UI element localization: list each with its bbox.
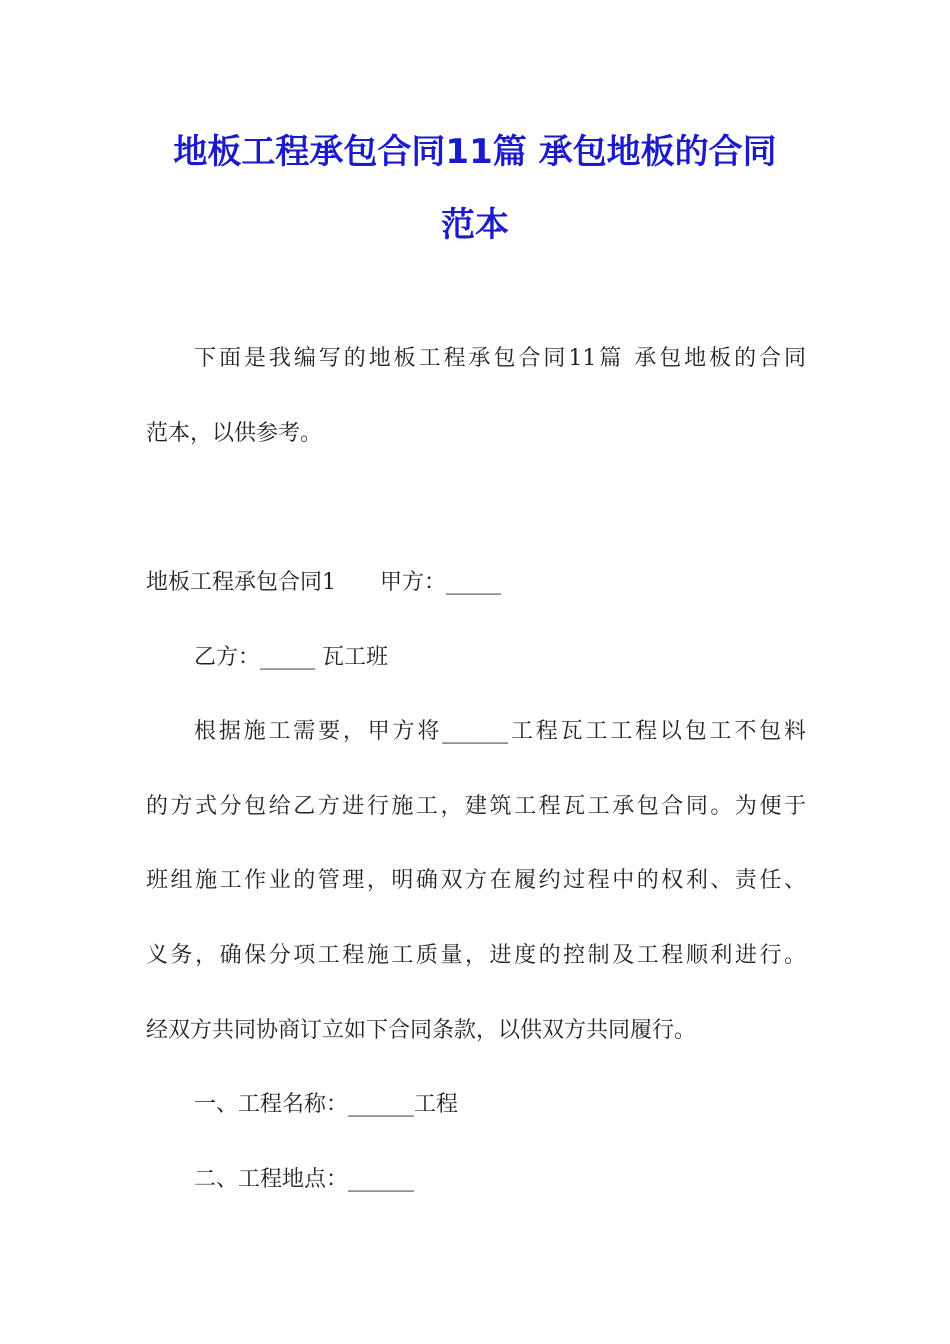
intro-line-2: 范本，以供参考。 (146, 421, 323, 446)
clause-item-1: 一、工程名称：______工程 (194, 1092, 459, 1117)
clause-item-2: 二、工程地点：______ (194, 1167, 415, 1192)
document-title-line-2: 范本 (441, 205, 509, 245)
paragraph-line-2: 的方式分包给乙方进行施工，建筑工程瓦工承包合同。为便于 (146, 794, 806, 819)
paragraph-line-4: 义务，确保分项工程施工质量，进度的控制及工程顺利进行。 (146, 943, 806, 968)
paragraph-line-1: 根据施工需要，甲方将______工程瓦工工程以包工不包料 (194, 719, 806, 744)
intro-line-1: 下面是我编写的地板工程承包合同11篇 承包地板的合同 (194, 346, 806, 371)
paragraph-line-5: 经双方共同协商订立如下合同条款，以供双方共同履行。 (146, 1018, 697, 1043)
paragraph-line-3: 班组施工作业的管理，明确双方在履约过程中的权利、责任、 (146, 868, 806, 893)
document-title-line-1: 地板工程承包合同11篇 承包地板的合同 (173, 132, 777, 172)
party-b-line: 乙方：_____ 瓦工班 (194, 645, 388, 670)
contract-heading-line: 地板工程承包合同1 甲方：_____ (146, 570, 501, 595)
